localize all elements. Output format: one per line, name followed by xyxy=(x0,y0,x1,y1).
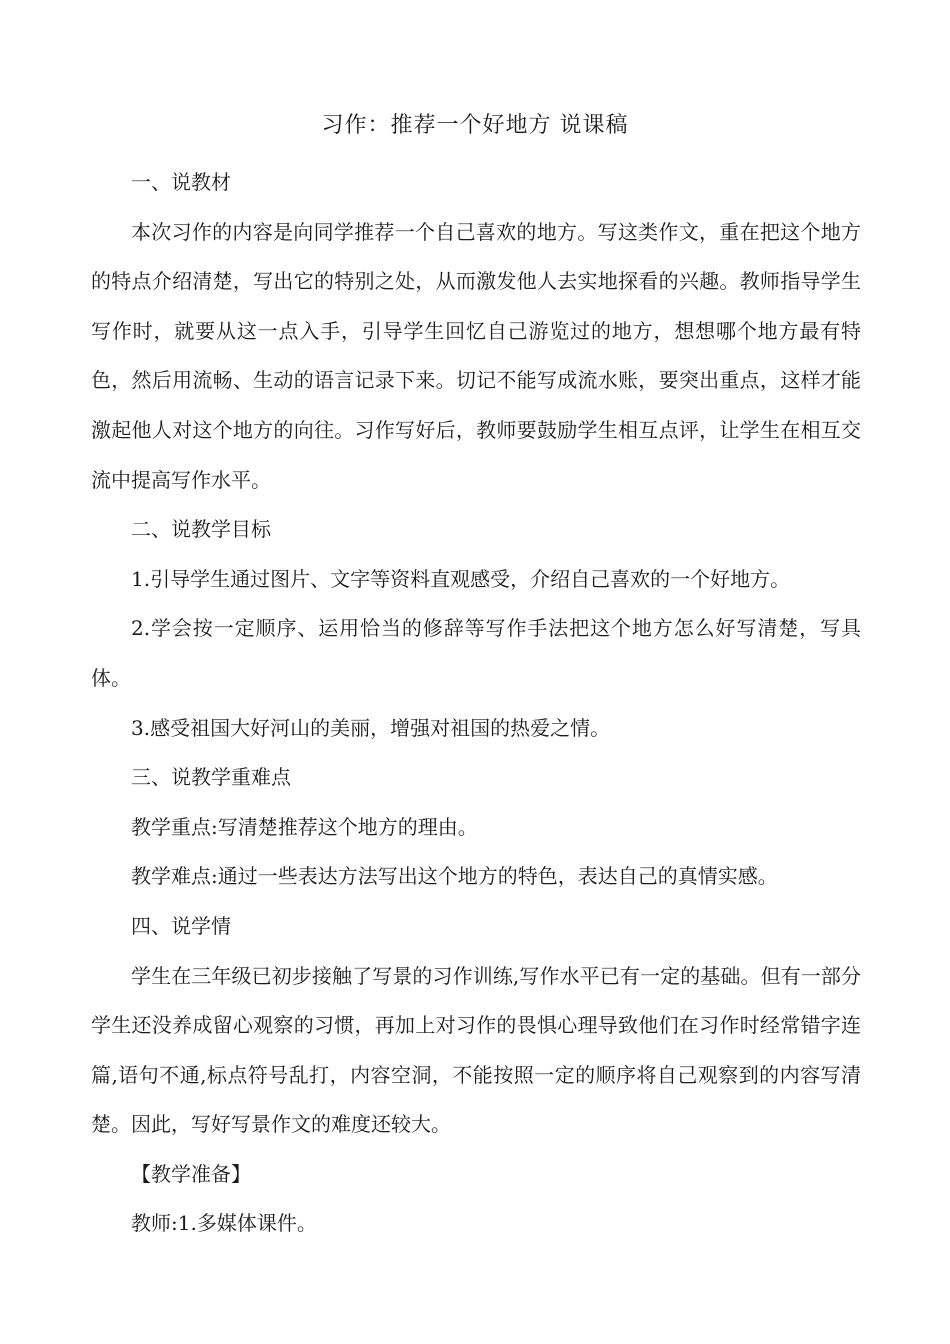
section-heading-preparation: 【教学准备】 xyxy=(131,1161,251,1186)
section-heading-key-points: 三、说教学重难点 xyxy=(131,765,291,790)
document-title: 习作：推荐一个好地方 说课稿 xyxy=(321,113,629,138)
section-heading-objectives: 二、说教学目标 xyxy=(131,517,271,542)
document-body xyxy=(91,158,861,1249)
paragraph-textbook: 本次习作的内容是向同学推荐一个自己喜欢的地方。写这类作文，重在把这个地方的特点介绍清楚，写出它的特别之处，从而激发他人去实地探看的兴趣。教师指导学生写作时，就要从这一点入手，引导学生回忆自己游览过的地方，想想哪个地方最有特色，然后用流畅、生动的语言记录下来。切记不能写成流水账，要突出重点，这样才能激起他人对这个地方的向往。习作写好后，教师要鼓励学生相互点评，让学生在相互交流中提高写作水平。 xyxy=(91,219,861,492)
objective-item-3: 3.感受祖国大好河山的美丽，增强对祖国的热爱之情。 xyxy=(131,715,611,740)
section-heading-textbook: 一、说教材 xyxy=(131,170,231,194)
paragraph-students: 学生在三年级已初步接触了写景的习作训练,写作水平已有一定的基础。但有一部分学生还没养成留心观察的习惯，再加上对习作的畏惧心理导致他们在习作时经常错字连篇,语句不通,标点符号乱打，内容空洞，不能按照一定的顺序将自己观察到的内容写清楚。因此，写好写景作文的难度还较大。 xyxy=(91,963,861,1137)
difficult-point: 教学难点:通过一些表达方法写出这个地方的特色，表达自己的真情实感。 xyxy=(131,864,778,889)
preparation-item: 教师:1.多媒体课件。 xyxy=(131,1211,317,1236)
objective-item-2: 2.学会按一定顺序、运用恰当的修辞等写作手法把这个地方怎么好写清楚，写具体。 xyxy=(91,616,861,690)
section-heading-students: 四、说学情 xyxy=(131,913,231,938)
key-point: 教学重点:写清楚推荐这个地方的理由。 xyxy=(131,814,478,839)
objective-item-1: 1.引导学生通过图片、文字等资料直观感受，介绍自己喜欢的一个好地方。 xyxy=(131,566,791,591)
